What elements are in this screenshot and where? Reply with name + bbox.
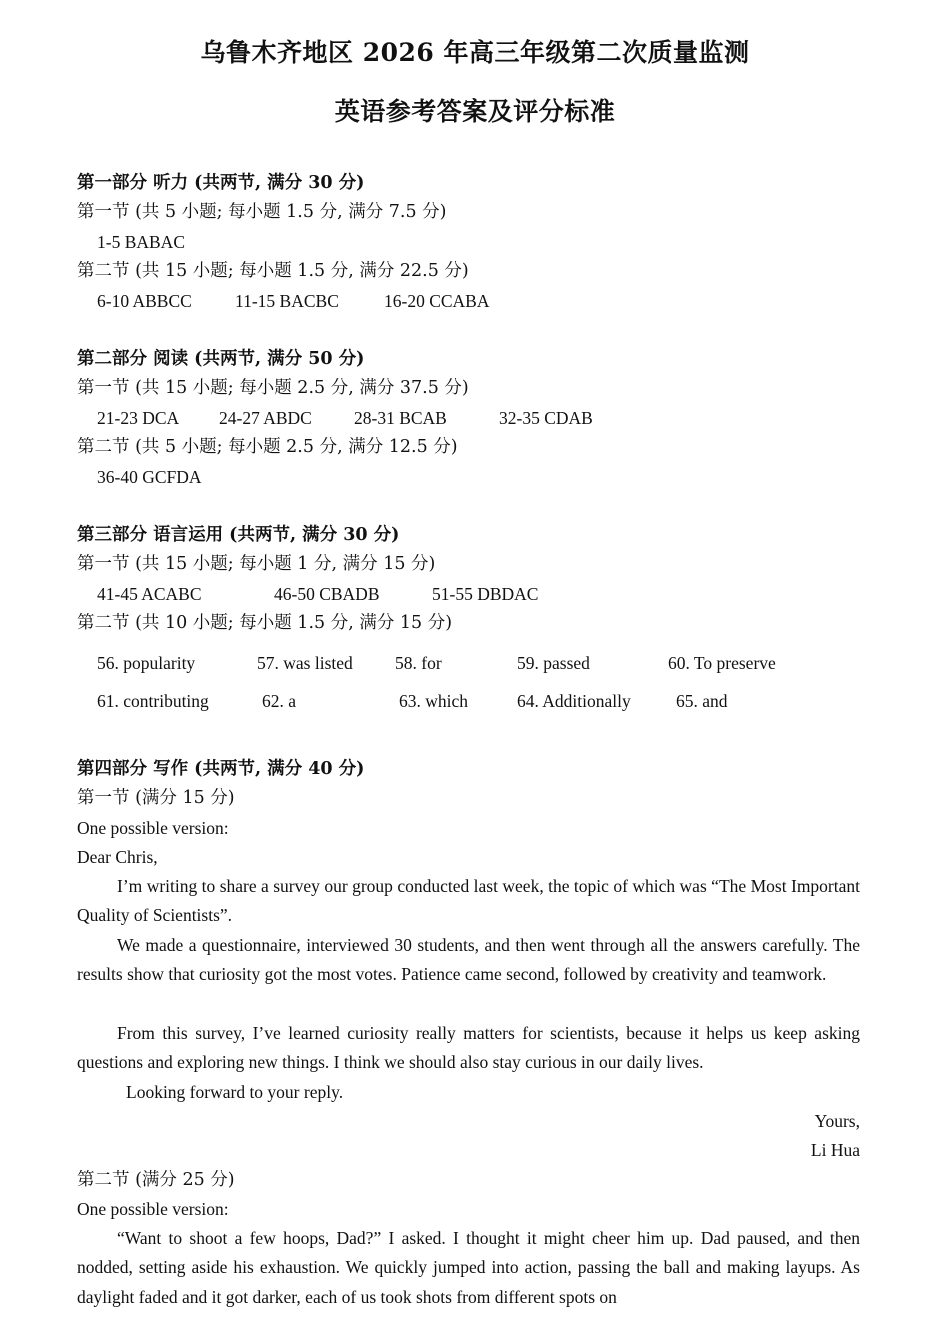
- part3-s2-answer: 56. popularity: [97, 653, 196, 673]
- part1-section1: 第一节 (共 5 小题; 每小题 1.5 分, 满分 7.5 分): [77, 202, 447, 222]
- document-subtitle: 英语参考答案及评分标准: [334, 97, 616, 126]
- part3-s1-answer: 41-45 ACABC: [97, 584, 202, 604]
- letter-paragraph: We made a questionnaire, interviewed 30 students, and then went through all the answers carefully. The results show that curiosity got the most votes. Patience came second, followed by creativity and teamwork.: [77, 935, 860, 985]
- part2-s1-answer: 21-23 DCA: [97, 408, 180, 428]
- part3-heading: 第三部分 语言运用 (共两节, 满分 30 分): [77, 525, 400, 545]
- part2-s2-answer: 36-40 GCFDA: [97, 467, 202, 487]
- part1-heading: 第一部分 听力 (共两节, 满分 30 分): [77, 173, 365, 193]
- part1-s2-answer: 6-10 ABBCC: [97, 291, 192, 311]
- part2-s1-answer: 28-31 BCAB: [354, 408, 447, 428]
- part2-section2: 第二节 (共 5 小题; 每小题 2.5 分, 满分 12.5 分): [77, 437, 458, 457]
- part3-s2-answer: 63. which: [399, 691, 469, 711]
- part3-s2-answer: 64. Additionally: [517, 691, 631, 711]
- part3-section1: 第一节 (共 15 小题; 每小题 1 分, 满分 15 分): [77, 554, 436, 574]
- letter-signature: Li Hua: [810, 1140, 860, 1160]
- part3-s2-answer: 61. contributing: [97, 691, 209, 711]
- part4-section1: 第一节 (满分 15 分): [77, 788, 235, 808]
- letter-paragraph: From this survey, I’ve learned curiosity really matters for scientists, because it helps us keep asking questions and exploring new things. I think we should also stay curious in our daily lives.: [77, 1023, 860, 1073]
- part2-s1-answer: 24-27 ABDC: [219, 408, 312, 428]
- part4-s2-version-label: One possible version:: [77, 1199, 229, 1219]
- letter-salutation: Dear Chris,: [77, 847, 158, 867]
- part3-s2-answer: 65. and: [676, 691, 728, 711]
- letter-paragraph: I’m writing to share a survey our group conducted last week, the topic of which was “The Most Important Quality of Scientists”.: [77, 876, 860, 926]
- part3-s1-answer: 51-55 DBDAC: [432, 584, 539, 604]
- letter-closing-line: Looking forward to your reply.: [126, 1082, 344, 1102]
- part1-s1-answer: 1-5 BABAC: [97, 232, 185, 252]
- part1-s2-answer: 11-15 BACBC: [235, 291, 339, 311]
- part4-section2: 第二节 (满分 25 分): [77, 1170, 235, 1190]
- letter-closing: Yours,: [814, 1111, 860, 1131]
- story-paragraph: “Want to shoot a few hoops, Dad?” I asked. I thought it might cheer him up. Dad paused, and then nodded, setting aside his exhaustion. We quickly jumped into action, passing the ball and making layups. As daylight faded and it got darker, each of us took shots from different spots on: [77, 1228, 860, 1307]
- part3-s2-answer: 60. To preserve: [668, 653, 776, 673]
- part1-section2: 第二节 (共 15 小题; 每小题 1.5 分, 满分 22.5 分): [77, 261, 469, 281]
- part1-s2-answer: 16-20 CCABA: [384, 291, 490, 311]
- part2-s1-answer: 32-35 CDAB: [499, 408, 593, 428]
- part4-heading: 第四部分 写作 (共两节, 满分 40 分): [77, 759, 365, 779]
- part3-s1-answer: 46-50 CBADB: [274, 584, 380, 604]
- part3-s2-answer: 62. a: [262, 691, 297, 711]
- part2-heading: 第二部分 阅读 (共两节, 满分 50 分): [77, 349, 365, 369]
- part4-s1-version-label: One possible version:: [77, 818, 229, 838]
- document-title: 乌鲁木齐地区 2026 年高三年级第二次质量监测: [200, 38, 750, 67]
- part3-s2-answer: 58. for: [395, 653, 442, 673]
- part3-section2: 第二节 (共 10 小题; 每小题 1.5 分, 满分 15 分): [77, 613, 453, 633]
- part3-s2-answer: 59. passed: [517, 653, 590, 673]
- part3-s2-answer: 57. was listed: [257, 653, 353, 673]
- part2-section1: 第一节 (共 15 小题; 每小题 2.5 分, 满分 37.5 分): [77, 378, 469, 398]
